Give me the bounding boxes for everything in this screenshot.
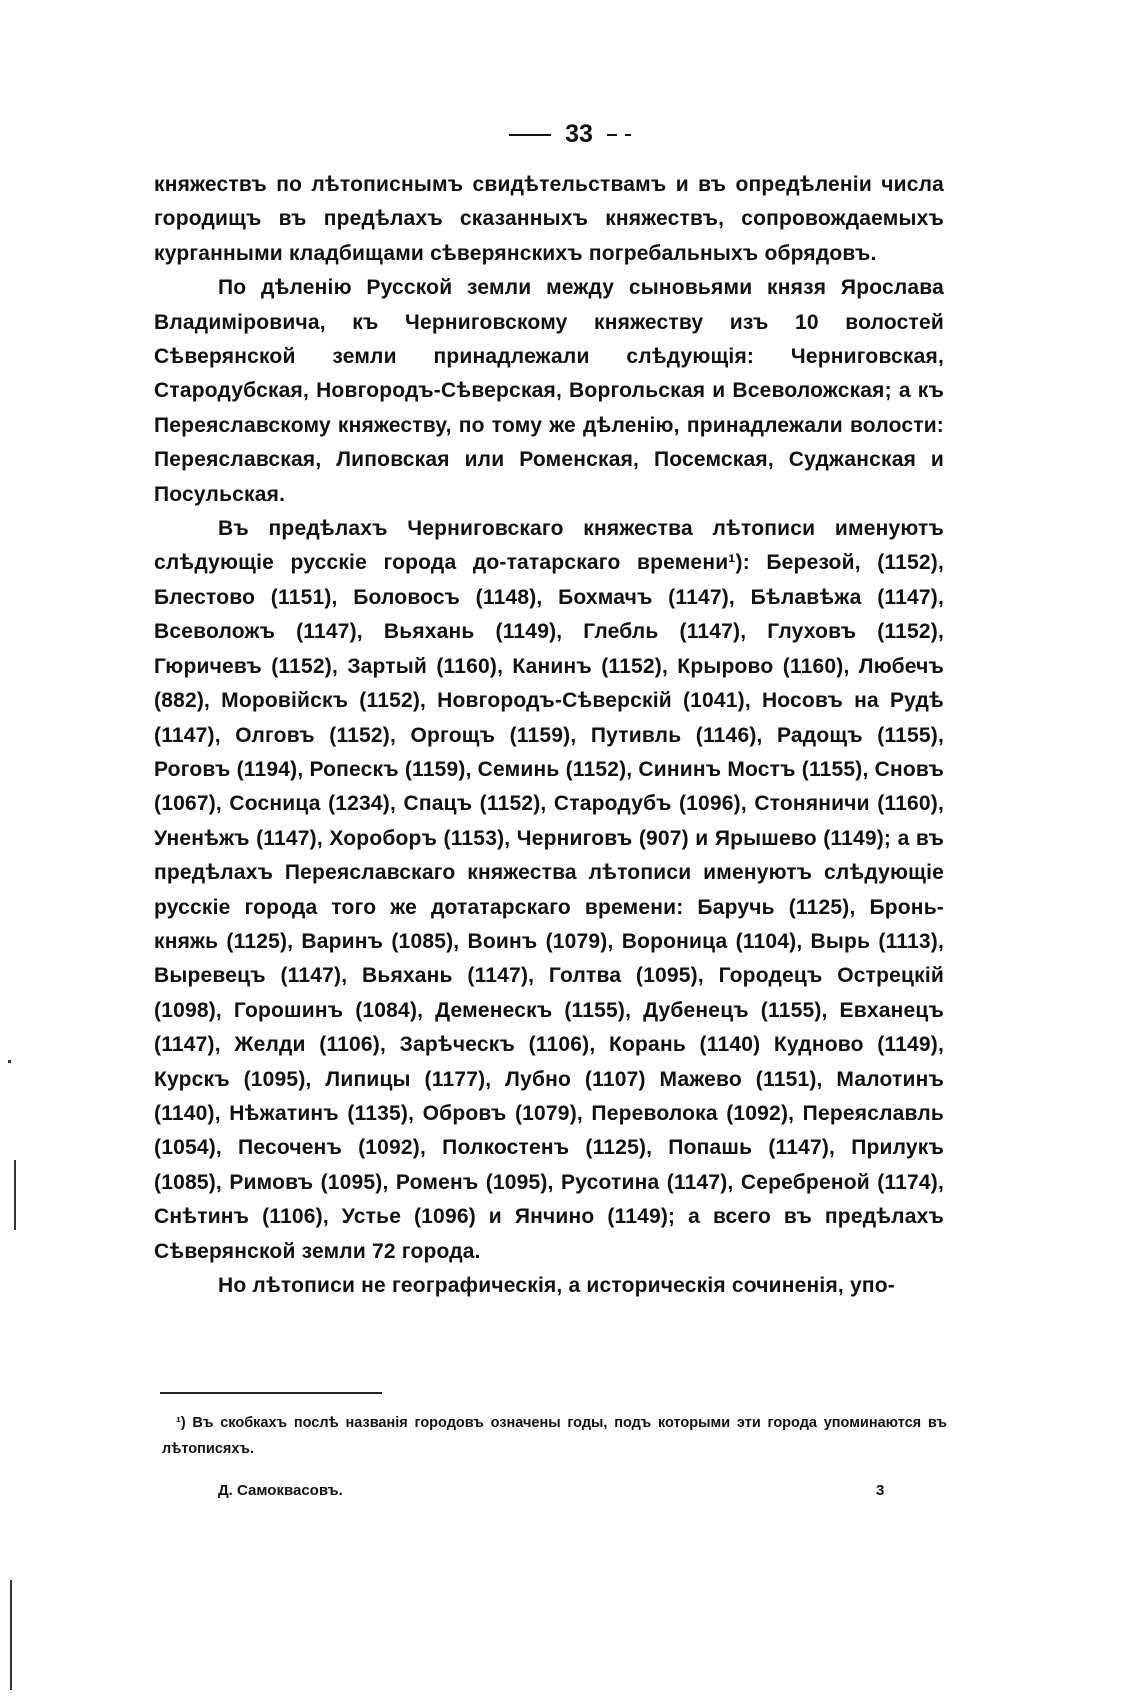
paragraph-4: Но лѣтописи не географическія, а историческія сочиненія, упо- — [218, 1274, 895, 1297]
paragraph-2: По дѣленію Русской земли между сыновьями князя Ярослава Владиміровича, къ Черниговскому княжеству изъ 10 волостей Сѣверянской земли принадлежали слѣдующія: Черниговская, Стародубская, Новгородъ-Сѣверская, Воргольская и Всеволожская; а къ Переяславскому княжеству, по тому же дѣленію, принадлежали волости: Переяславская, Липовская или Роменская, Посемская, Суджанская и Посульская. — [154, 276, 944, 506]
footnote — [162, 1410, 947, 1462]
main-text — [154, 168, 944, 1303]
paragraph-3: Въ предѣлахъ Черниговскаго княжества лѣтописи именуютъ слѣдующіе русскіе города до-татарскаго времени¹): Березой, (1152), Блестово (1151), Боловосъ (1148), Бохмачъ (1147), Бѣлавѣжа (1147), Всеволожъ (1147), Вьяхань (1149), Глебль (1147), Глуховъ (1152), Гюричевъ (1152), Зартый (1160), Канинъ (1152), Крырово (1160), Любечъ (882), Моровійскъ (1152), Новгородъ-Сѣверскій (1041), Носовъ на Рудѣ (1147), Олговъ (1152), Оргощъ (1159), Путивль (1146), Радощъ (1155), Роговъ (1194), Ропескъ (1159), Семинь (1152), Сининъ Мостъ (1155), Сновъ (1067), Сосница (1234), Спацъ (1152), Стародубъ (1096), Стоняничи (1160), Уненѣжъ (1147), Хороборъ (1153), Черниговъ (907) и Ярышево (1149); а въ предѣлахъ Переяславскаго княжества лѣтописи именуютъ слѣдующіе русскіе города того же дотатарскаго времени: Баручь (1125), Бронь-княжь (1125), Варинъ (1085), Воинъ (1079), Вороница (1104), Вырь (1113), Выревецъ (1147), Вьяхань (1147), Голтва (1095), Городецъ Острецкій (1098), Горошинъ (1084), Деменескъ (1155), Дубенецъ (1155), Евханецъ (1147), Желди (1106), Зарѣческъ (1106), Корань (1140) Кудново (1149), Курскъ (1095), Липицы (1177), Лубно (1107) Мажево (1151), Малотинъ (1140), Нѣжатинъ (1135), Обровъ (1079), Переволока (1092), Переяславль (1054), Песоченъ (1092), Полкостенъ (1125), Попашь (1147), Прилукъ (1085), Римовъ (1095), Роменъ (1095), Русотина (1147), Серебреной (1174), Снѣтинъ (1106), Устье (1096) и Янчино (1149); а всего въ предѣлахъ Сѣверянской земли 72 города. — [154, 517, 944, 1263]
header-dash-right-short — [625, 134, 631, 136]
footnote-text: Въ скобкахъ послѣ названія городовъ означены годы, подъ которыми эти города упоминаются въ лѣтописяхъ. — [162, 1415, 947, 1457]
scan-artifact-dot — [8, 1060, 11, 1063]
scan-artifact-line — [14, 1160, 16, 1230]
author-signature: Д. Самоквасовъ. — [218, 1482, 343, 1499]
sheet-number: 3 — [876, 1482, 885, 1499]
header-dash-right — [607, 134, 617, 136]
page-header — [0, 120, 1140, 149]
footnote-rule — [160, 1392, 382, 1394]
header-dash-left — [509, 134, 551, 136]
footnote-marker: ¹) — [176, 1415, 186, 1431]
scan-artifact-line-lower — [10, 1580, 12, 1690]
page-number: 33 — [565, 120, 593, 148]
paragraph-1: княжествъ по лѣтописнымъ свидѣтельствамъ и въ опредѣленіи числа городищъ въ предѣлахъ сказанныхъ княжествъ, сопровождаемыхъ курганными кладбищами сѣверянскихъ погребальныхъ обрядовъ. — [154, 173, 944, 265]
